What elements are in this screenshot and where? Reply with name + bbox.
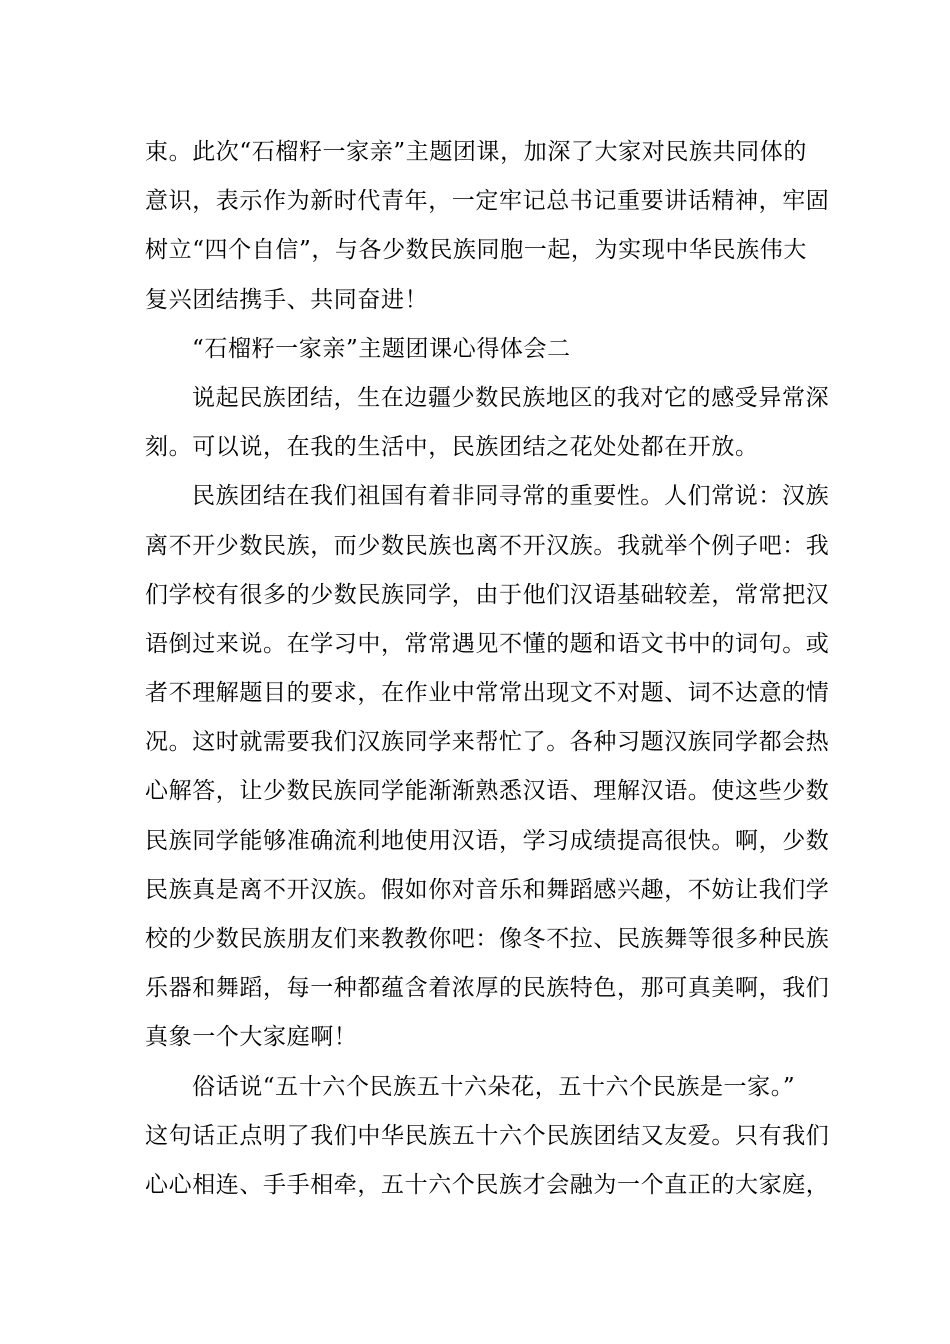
text-line-10: 们学校有很多的少数民族同学，由于他们汉语基础较差，常常把汉 bbox=[145, 581, 830, 608]
text-line-20: 俗话说“五十六个民族五十六朵花，五十六个民族是一家。” bbox=[192, 1073, 796, 1100]
text-line-17: 校的少数民族朋友们来教教你吧：像冬不拉、民族舞等很多种民族 bbox=[145, 926, 830, 952]
text-line-22: 心心相连、手手相牵，五十六个民族才会融为一个直正的大家庭， bbox=[145, 1171, 830, 1198]
text-line-18: 乐器和舞蹈，每一种都蕴含着浓厚的民族特色，那可真美啊，我们 bbox=[145, 975, 830, 1002]
text-line-2: 意识，表示作为新时代青年，一定牢记总书记重要讲话精神，牢固 bbox=[145, 188, 830, 215]
text-line-16: 民族真是离不开汉族。假如你对音乐和舞蹈感兴趣，不妨让我们学 bbox=[145, 876, 830, 903]
text-line-9: 离不开少数民族，而少数民族也离不开汉族。我就举个例子吧：我 bbox=[145, 532, 830, 559]
text-line-3: 树立“四个自信”，与各少数民族同胞一起，为实现中华民族伟大 bbox=[145, 237, 807, 264]
text-line-12: 者不理解题目的要求，在作业中常常出现文不对题、词不达意的情 bbox=[145, 680, 830, 707]
text-line-4: 复兴团结携手、共同奋进！ bbox=[145, 286, 429, 313]
text-line-6: 说起民族团结，生在边疆少数民族地区的我对它的感受异常深 bbox=[192, 384, 830, 411]
document-body bbox=[145, 128, 830, 1210]
text-line-8: 民族团结在我们祖国有着非同寻常的重要性。人们常说：汉族 bbox=[192, 483, 830, 510]
text-line-14: 心解答，让少数民族同学能渐渐熟悉汉语、理解汉语。使这些少数 bbox=[145, 778, 830, 805]
text-line-13: 况。这时就需要我们汉族同学来帮忙了。各种习题汉族同学都会热 bbox=[145, 729, 830, 756]
text-line-19: 真象一个大家庭啊！ bbox=[145, 1024, 358, 1051]
section-heading: “石榴籽一家亲”主题团课心得体会二 bbox=[192, 335, 571, 362]
text-line-7: 刻。可以说，在我的生活中，民族团结之花处处都在开放。 bbox=[145, 434, 759, 461]
text-line-21: 这句话正点明了我们中华民族五十六个民族团结又友爱。只有我们 bbox=[145, 1122, 830, 1149]
text-line-1: 束。此次“石榴籽一家亲”主题团课，加深了大家对民族共同体的 bbox=[145, 139, 807, 165]
text-line-11: 语倒过来说。在学习中，常常遇见不懂的题和语文书中的词句。或 bbox=[145, 630, 830, 657]
text-line-15: 民族同学能够准确流利地使用汉语，学习成绩提高很快。啊，少数 bbox=[145, 827, 830, 854]
